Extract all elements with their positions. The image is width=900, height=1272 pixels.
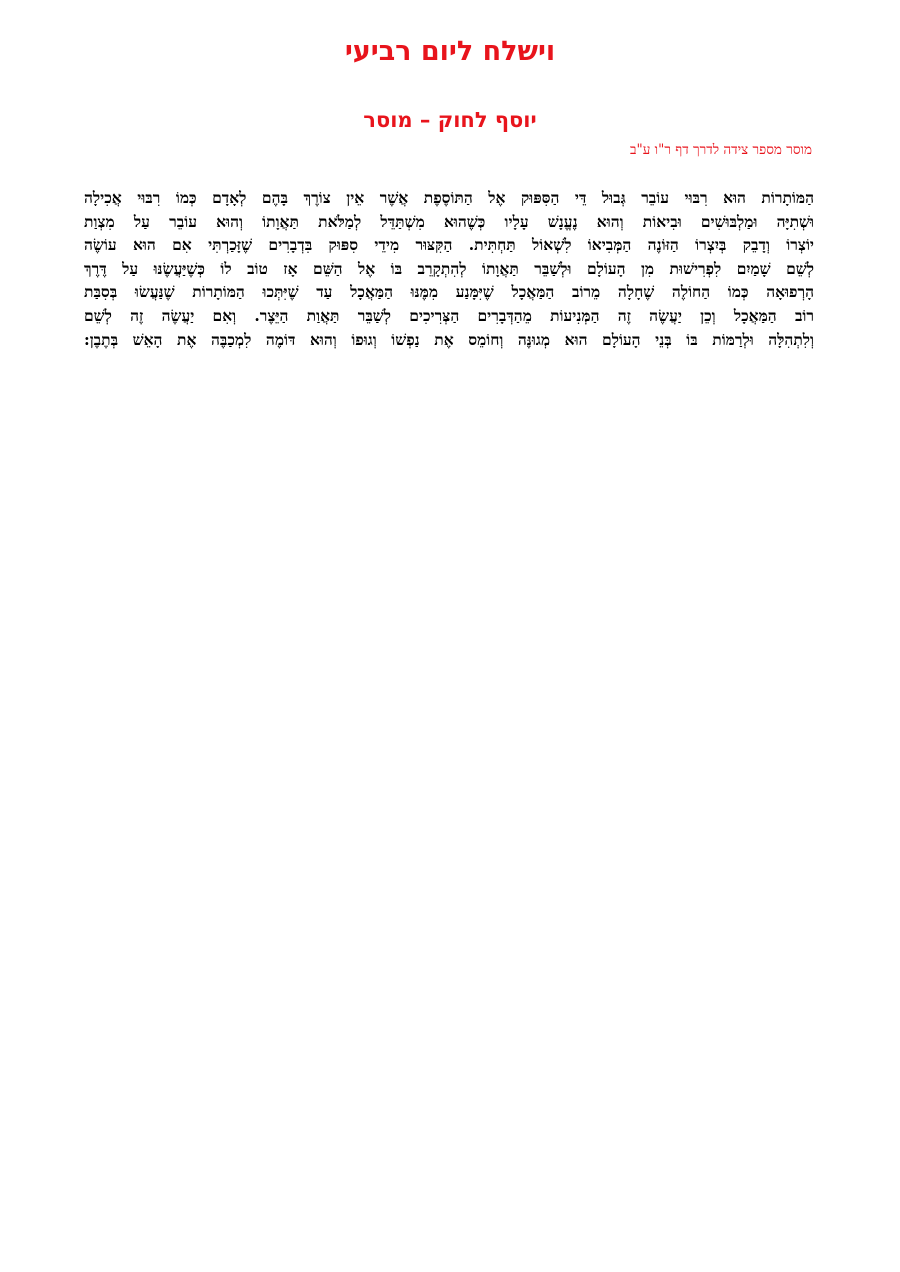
body-line: לְשֵׁם שָׁמַיִם לִפְרִישׁוּת מִן הָעוֹלָם וּלְשַׁבֵּר תַּאֲוָתוֹ לְהִתְקָרֵב בּוֹ אֶל הַשֵּׁם אָז טוֹב לוֹ כְּשֶׁיַּעֲשֶׂנּוּ עַל דֶּרֶךְ <box>84 258 814 278</box>
body-line: רוֹב הַמַּאֲכָל וְכֵן יַעֲשֶׂה זֶה הַמְּנִיעוֹת מֵהַדְּבָרִים הַצְּרִיכִים לְשַׁבֵּר תַּאֲוַת הַיֵּצֶר. וְאִם יַעֲשֶׂה זֶה לְשֵׁם <box>84 305 814 325</box>
body-line: יוֹצְרוֹ וְדָבֵק בְּיִצְרוֹ הַזּוֹנֶה הַמְּבִיאוֹ לִשְׁאוֹל תַּחְתִּית. הַקִּצּוּר מִידֵי סִפּוּק בִּדְבָרִים שֶׁזָּכַרְתִּי אִם הוּא עוֹשֶׂה <box>84 235 814 255</box>
section-subtitle: יוסף לחוק – מוסר <box>363 108 537 132</box>
body-line: וּשְׁתִיָּה וּמַלְבּוּשִׁים וּבִיאוֹת וְהוּא נֶעֱנָשׁ עָלָיו כְּשֶׁהוּא מִשְׁתַּדֵּל לְמַלֹּאת תַּאֲוָתוֹ וְהוּא עוֹבֵר עַל מִצְוַת <box>84 211 814 231</box>
source-reference: מוסר מספר צידה לדרך דף ר"ו ע"ב <box>630 142 812 158</box>
body-line: וְלִתְהִלָּה וּלְרַמּוֹת בּוֹ בְּנֵי הָעוֹלָם הוּא מְגוּנֶּה וְחוֹמֵס אֶת נַפְשׁוֹ וְגוּפוֹ וְהוּא דּוֹמֶה לִמְכַבֶּה אֶת הָאֵשׁ בְּתֶבֶן: <box>84 329 814 349</box>
body-paragraph <box>84 186 814 351</box>
body-line: הָרְפוּאָה כְּמוֹ הַחוֹלֶה שֶׁחָלָה מֵרוֹב הַמַּאֲכָל שֶׁיִּמָּנַע מִמֶּנּוּ הַמַּאֲכָל עַד שֶׁיִּתְּכוּ הַמּוֹתָרוֹת שֶׁנַּעֲשׂוּ בְּסִבַּת <box>84 282 814 302</box>
body-line: הַמּוֹתָרוֹת הוּא רִבּוּי עוֹבֵר גְּבוּל דֵּי הַסִּפּוּק אֶל הַתּוֹסֶפֶת אֲשֶׁר אֵין צוֹרֶךְ בָּהֶם לְאָדָם כְּמוֹ רִבּוּי אֲכִילָה <box>84 188 814 207</box>
page-title: וישלח ליום רביעי <box>344 36 556 67</box>
